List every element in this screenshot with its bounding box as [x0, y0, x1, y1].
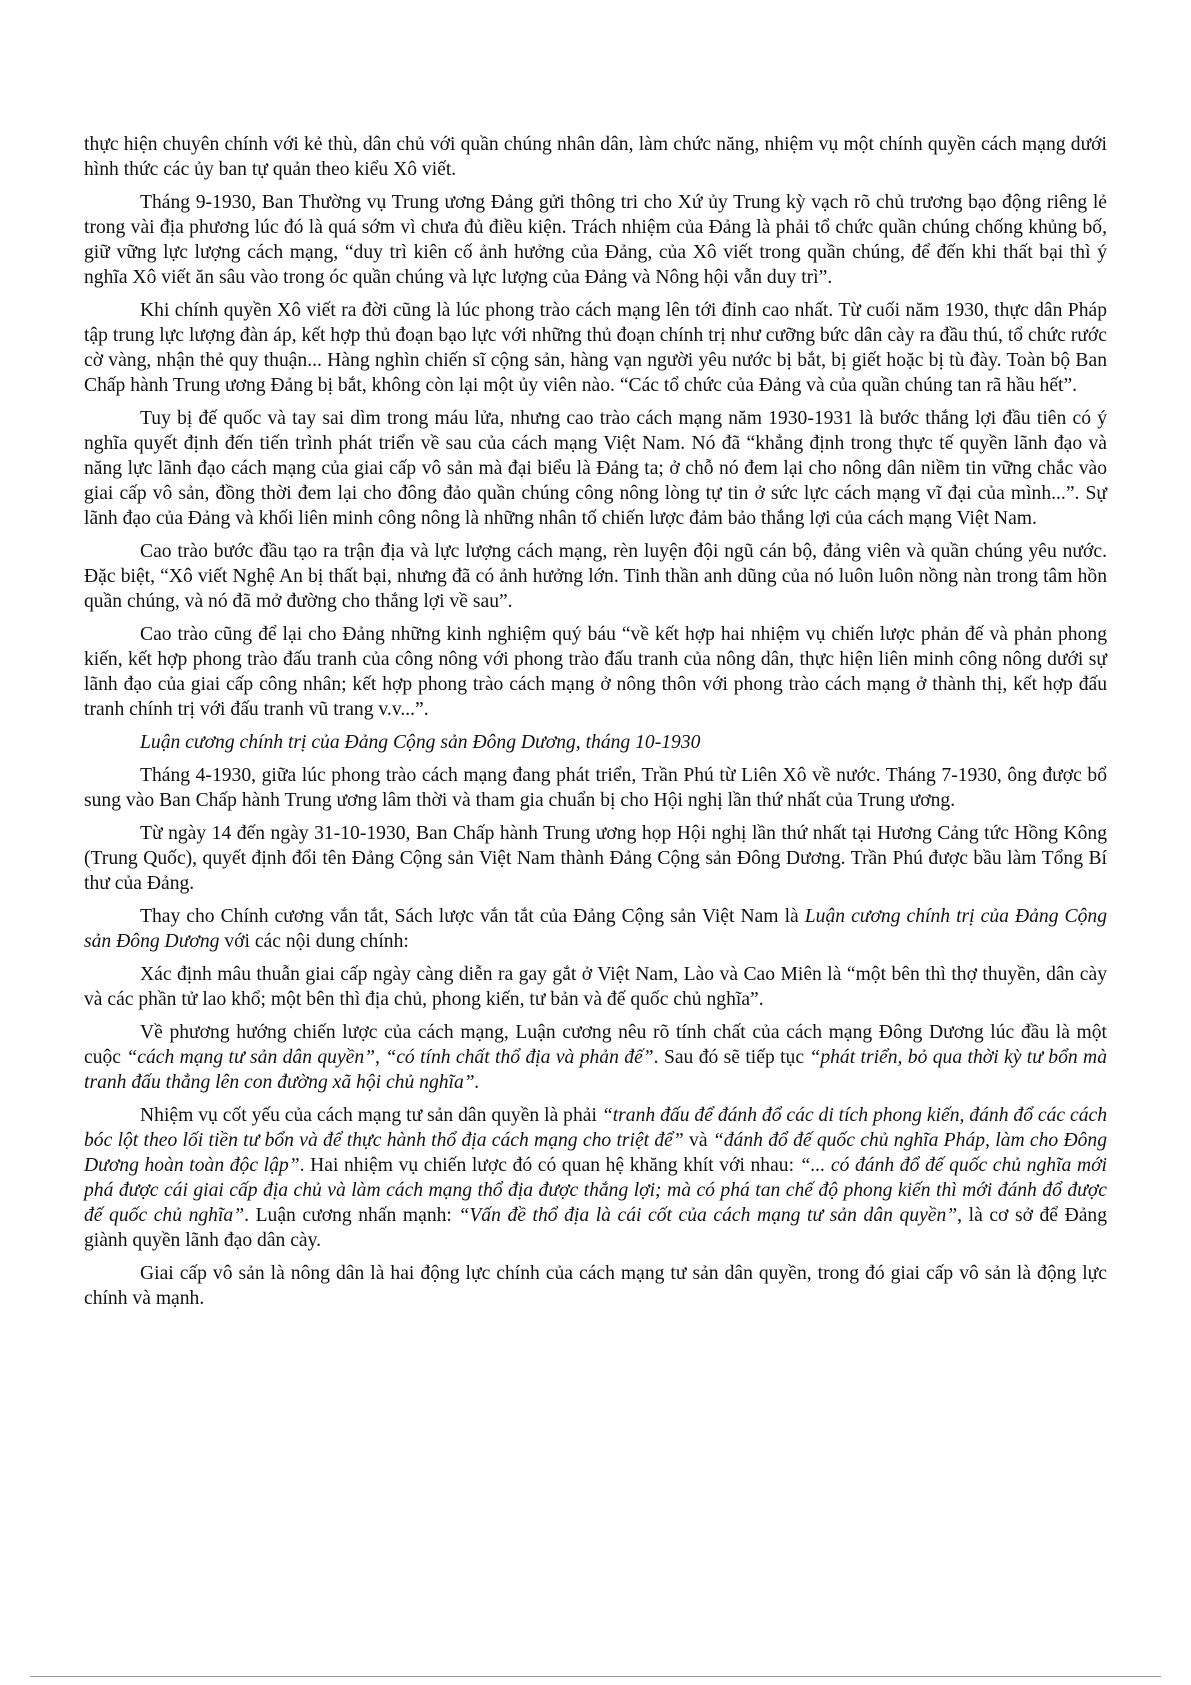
paragraph-9-text-a: Thay cho Chính cương vắn tắt, Sách lược vắn tắt của Đảng Cộng sản Việt Nam là — [140, 906, 805, 927]
paragraph-12-quote-f: “... có đánh đổ đế quốc chủ nghĩa mới phá được cái giai cấp địa chủ và làm cách mạng thổ địa được thắng lợi; mà có phá tan chế độ phong kiến thì mới đánh đổ được đế quốc chủ nghĩa” — [84, 1155, 1108, 1226]
paragraph-9-text-c: với các nội dung chính: — [219, 931, 409, 952]
paragraph-12-quote-h: “Vấn đề thổ địa là cái cốt của cách mạng tư sản dân quyền” — [458, 1205, 958, 1226]
document-page — [84, 132, 1107, 1319]
paragraph-4: Tuy bị đế quốc và tay sai dìm trong máu lửa, nhưng cao trào cách mạng năm 1930-1931 là bước thắng lợi đầu tiên có ý nghĩa quyết định đến tiến trình phát triển về sau của cách mạng Việt Nam. Nó đã “khẳng định trong thực tế quyền lãnh đạo và năng lực lãnh đạo cách mạng của giai cấp vô sản mà đại biểu là Đảng ta; ở chỗ nó đem lại cho nông dân niềm tin vững chắc vào giai cấp vô sản, đồng thời đem lại cho đông đảo quần chúng công nông lòng tự tin ở sức lực cách mạng vĩ đại của mình...”. Sự lãnh đạo của Đảng và khối liên minh công nông là những nhân tố chiến lược đảm bảo thắng lợi của cách mạng Việt Nam. — [84, 408, 1107, 529]
paragraph-11-text-c: . Sau đó sẽ tiếp tục — [653, 1047, 810, 1068]
paragraph-5: Cao trào bước đầu tạo ra trận địa và lực lượng cách mạng, rèn luyện đội ngũ cán bộ, đảng viên và quần chúng yêu nước. Đặc biệt, “Xô viết Nghệ An bị thất bại, nhưng đã có ảnh hưởng lớn. Tinh thần anh dũng của nó luôn luôn nồng nàn trong tâm hồn quần chúng, và nó đã mở đường cho thắng lợi về sau”. — [84, 541, 1107, 612]
paragraph-12-text-g: . Luận cương nhấn mạnh: — [244, 1205, 459, 1226]
paragraph-1: thực hiện chuyên chính với kẻ thù, dân chủ với quần chúng nhân dân, làm chức năng, nhiệm vụ một chính quyền cách mạng dưới hình thức các ủy ban tự quản theo kiểu Xô viết. — [84, 134, 1107, 180]
paragraph-9 — [84, 904, 1107, 954]
page-bottom-rule — [30, 1676, 1161, 1677]
paragraph-12-text-i: , là cơ sở để Đảng giành quyền lãnh đạo dân cày. — [84, 1205, 1108, 1251]
paragraph-10: Xác định mâu thuẫn giai cấp ngày càng diễn ra gay gắt ở Việt Nam, Lào và Cao Miên là “một bên thì thợ thuyền, dân cày và các phần tử lao khổ; một bên thì địa chủ, phong kiến, tư bản và đế quốc chủ nghĩa”. — [84, 964, 1107, 1010]
paragraph-9-title-italic: Luận cương chính trị của Đảng Cộng sản Đông Dương — [84, 906, 1107, 952]
paragraph-13: Giai cấp vô sản là nông dân là hai động lực chính của cách mạng tư sản dân quyền, trong đó giai cấp vô sản là động lực chính và mạnh. — [84, 1263, 1107, 1309]
paragraph-12-text-e: . Hai nhiệm vụ chiến lược đó có quan hệ khăng khít với nhau: — [299, 1155, 800, 1176]
paragraph-11 — [84, 1020, 1107, 1095]
paragraph-11-quote-d: “phát triển, bỏ qua thời kỳ tư bổn mà tranh đấu thẳng lên con đường xã hội chủ nghĩa”. — [84, 1047, 1108, 1093]
paragraph-6: Cao trào cũng để lại cho Đảng những kinh nghiệm quý báu “về kết hợp hai nhiệm vụ chiến lược phản đế và phản phong kiến, kết hợp phong trào đấu tranh của công nông với phong trào đấu tranh của nông dân, thực hiện liên minh công nông dưới sự lãnh đạo của giai cấp công nhân; kết hợp phong trào cách mạng ở nông thôn với phong trào cách mạng ở thành thị, kết hợp đấu tranh chính trị với đấu tranh vũ trang v.v...”. — [84, 624, 1107, 720]
paragraph-7: Tháng 4-1930, giữa lúc phong trào cách mạng đang phát triển, Trần Phú từ Liên Xô về nước. Tháng 7-1930, ông được bổ sung vào Ban Chấp hành Trung ương lâm thời và tham gia chuẩn bị cho Hội nghị lần thứ nhất của Trung ương. — [84, 765, 1107, 811]
paragraph-12 — [84, 1103, 1107, 1253]
paragraph-2: Tháng 9-1930, Ban Thường vụ Trung ương Đảng gửi thông tri cho Xứ ủy Trung kỳ vạch rõ chủ trương bạo động riêng lẻ trong vài địa phương lúc đó là quá sớm vì chưa đủ điều kiện. Trách nhiệm của Đảng là phải tổ chức quần chúng chống khủng bố, giữ vững lực lượng cách mạng, “duy trì kiên cố ảnh hưởng của Đảng, của Xô viết trong quần chúng, để đến khi thất bại thì ý nghĩa Xô viết ăn sâu vào trong óc quần chúng và lực lượng của Đảng và Nông hội vẫn duy trì”. — [84, 192, 1107, 288]
paragraph-12-quote-b: “tranh đấu để đánh đổ các di tích phong kiến, đánh đổ các cách bóc lột theo lối tiền tư bổn và để thực hành thổ địa cách mạng cho triệt để” — [84, 1105, 1107, 1151]
paragraph-12-text-c: và — [683, 1130, 713, 1151]
paragraph-11-text-a: Về phương hướng chiến lược của cách mạng, Luận cương nêu rõ tính chất của cách mạng Đông Dương lúc đầu là một cuộc — [84, 1022, 1107, 1068]
paragraph-3: Khi chính quyền Xô viết ra đời cũng là lúc phong trào cách mạng lên tới đỉnh cao nhất. Từ cuối năm 1930, thực dân Pháp tập trung lực lượng đàn áp, kết hợp thủ đoạn bạo lực với những thủ đoạn chính trị như cưỡng bức dân cày ra đầu thú, tổ chức rước cờ vàng, nhận thẻ quy thuận... Hàng nghìn chiến sĩ cộng sản, hàng vạn người yêu nước bị bắt, bị giết hoặc bị tù đày. Toàn bộ Ban Chấp hành Trung ương Đảng bị bắt, không còn lại một ủy viên nào. “Các tổ chức của Đảng và của quần chúng tan rã hầu hết”. — [84, 300, 1107, 396]
paragraph-12-quote-d: “đánh đổ đế quốc chủ nghĩa Pháp, làm cho Đông Dương hoàn toàn độc lập” — [84, 1130, 1107, 1176]
section-heading: Luận cương chính trị của Đảng Cộng sản Đông Dương, tháng 10-1930 — [140, 732, 701, 753]
paragraph-12-text-a: Nhiệm vụ cốt yếu của cách mạng tư sản dân quyền là phải — [140, 1105, 602, 1126]
paragraph-11-quote-b: “cách mạng tư sản dân quyền”, “có tính chất thổ địa và phản đế” — [126, 1047, 654, 1068]
paragraph-8: Từ ngày 14 đến ngày 31-10-1930, Ban Chấp hành Trung ương họp Hội nghị lần thứ nhất tại Hương Cảng tức Hồng Kông (Trung Quốc), quyết định đổi tên Đảng Cộng sản Việt Nam thành Đảng Cộng sản Đông Dương. Trần Phú được bầu làm Tổng Bí thư của Đảng. — [84, 823, 1107, 894]
